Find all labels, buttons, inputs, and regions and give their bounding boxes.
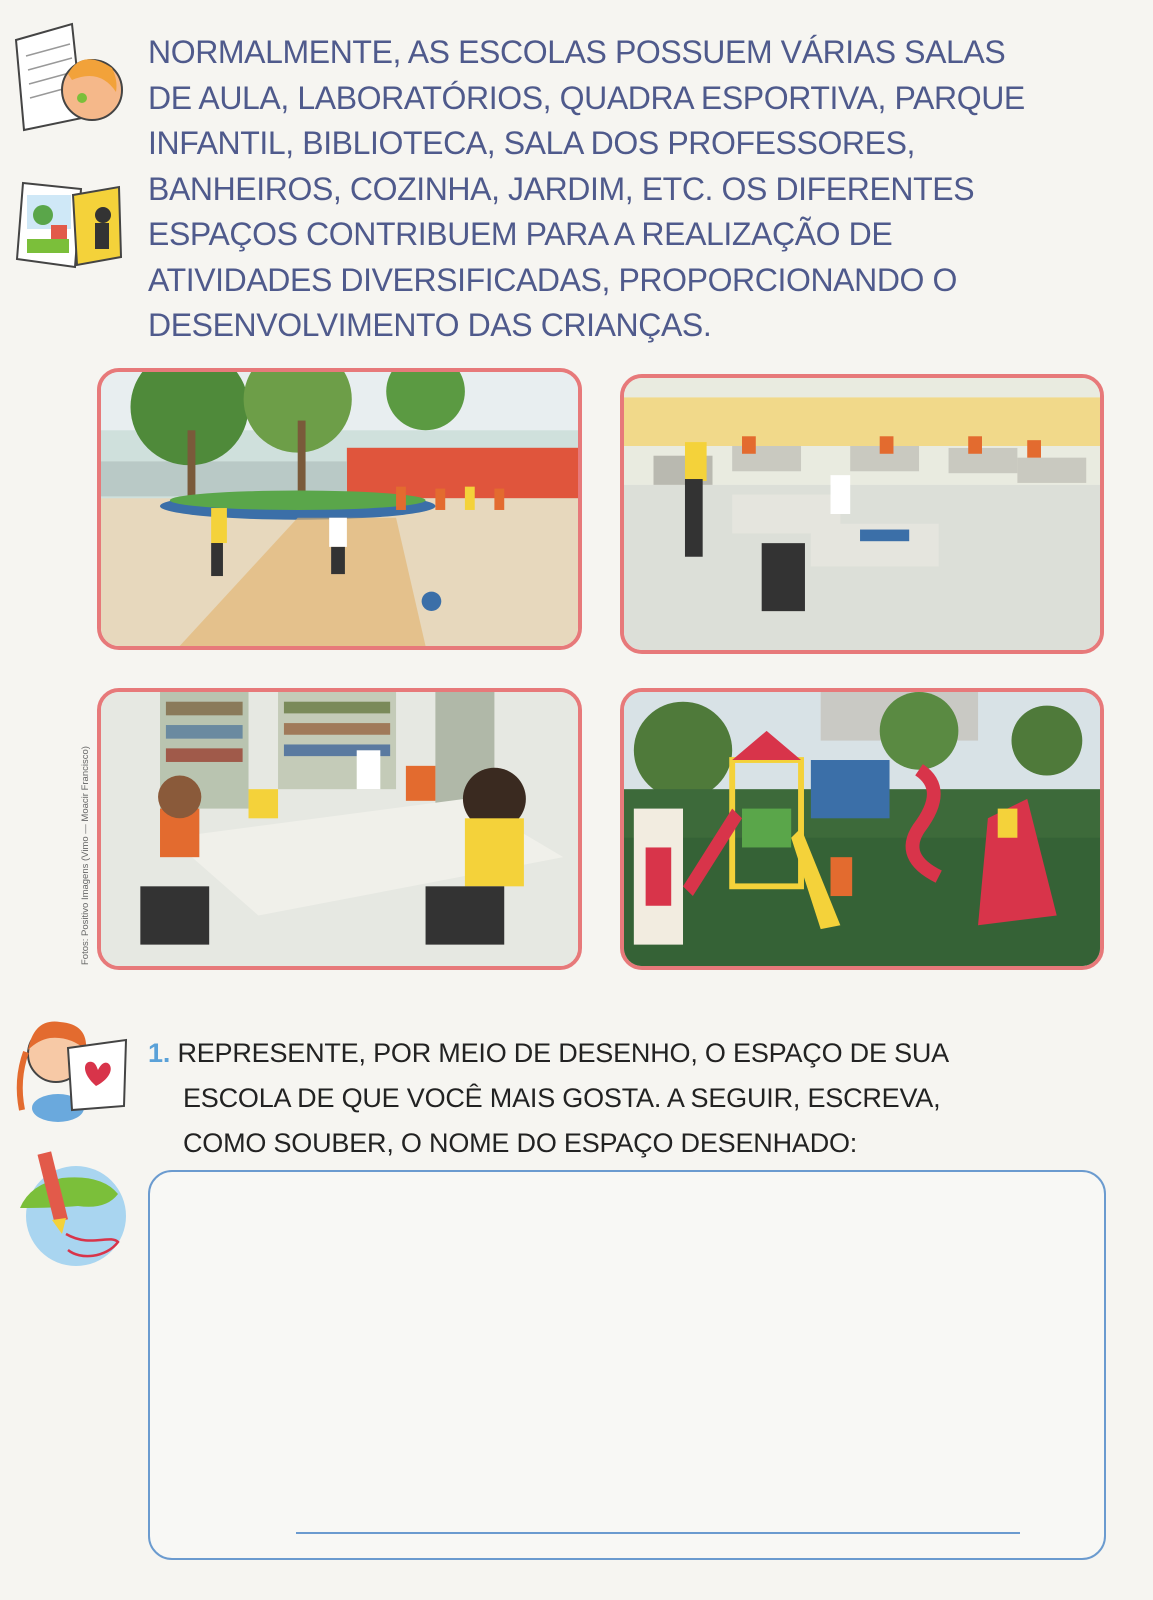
intro-line: DESENVOLVIMENTO DAS CRIANÇAS. [148,307,712,343]
intro-line: INFANTIL, BIBLIOTECA, SALA DOS PROFESSORES, [148,125,916,161]
intro-line: ATIVIDADES DIVERSIFICADAS, PROPORCIONANDO O [148,261,958,298]
pencil-hand-icon [10,1148,126,1273]
question-1 [148,1031,1108,1166]
intro-paragraph [148,30,1108,349]
intro-line: NORMALMENTE, AS ESCOLAS POSSUEM VÁRIAS SALAS [148,34,1006,70]
drawing-area[interactable] [148,1170,1106,1560]
question-line: ESCOLA DE QUE VOCÊ MAIS GOSTA. A SEGUIR, ESCREVA, [183,1083,941,1113]
picture-cards-icon [15,175,123,273]
question-line [148,1031,1108,1076]
question-line: COMO SOUBER, O NOME DO ESPAÇO DESENHADO: [183,1128,858,1158]
intro-line: DE AULA, LABORATÓRIOS, QUADRA ESPORTIVA, PARQUE [148,79,1025,116]
intro-line: ESPAÇOS CONTRIBUEM PARA A REALIZAÇÃO DE [148,216,893,252]
drawing-child-icon [10,1010,128,1125]
question-number: 1. [148,1038,171,1068]
question-text: REPRESENTE, POR MEIO DE DESENHO, O ESPAÇO DE SUA [177,1038,949,1068]
photo-credit: Fotos: Positivo Imagens (Vimo — Moacir Francisco) [80,746,91,965]
intro-line: BANHEIROS, COZINHA, JARDIM, ETC. OS DIFERENTES [148,170,975,207]
classroom-photo [620,374,1104,654]
space-name-line[interactable] [296,1532,1020,1534]
reading-child-icon [12,18,124,133]
library-photo [97,688,582,970]
schoolyard-photo [97,368,582,650]
playground-photo [620,688,1104,970]
